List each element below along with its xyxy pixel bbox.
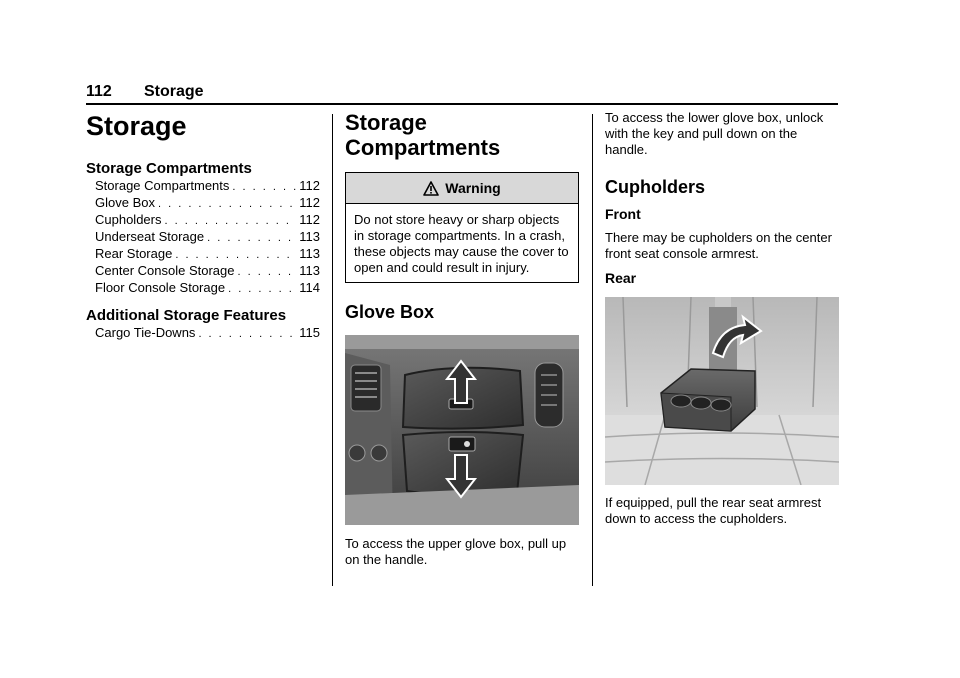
toc-entry-label: Storage Compartments [95, 178, 230, 193]
cupholders-heading: Cupholders [605, 177, 706, 197]
toc-entry-label: Cupholders [95, 212, 162, 227]
toc-entry[interactable] [95, 325, 320, 342]
toc-entry-page: 115 [299, 325, 320, 340]
column-divider-right [592, 114, 593, 586]
toc-entry[interactable] [95, 229, 320, 246]
page-number: 112 [86, 83, 112, 100]
lower-glove-box-instruction: To access the lower glove box, unlock with the key and pull down on the handle. [605, 110, 824, 157]
toc-entry-label: Center Console Storage [95, 263, 235, 278]
toc-list [86, 178, 320, 297]
warning-box [345, 172, 579, 283]
toc-group-heading: Additional Storage Features [86, 307, 287, 324]
toc-entry-page: 112 [299, 178, 320, 193]
toc-entry[interactable] [95, 246, 320, 263]
page-header [86, 82, 838, 104]
toc-entry-label: Floor Console Storage [95, 280, 226, 295]
toc-entry-label: Rear Storage [95, 246, 173, 261]
toc-group-heading: Storage Compartments [86, 160, 252, 177]
rear-armrest-cupholder-photo [605, 297, 839, 485]
glove-box-photo [345, 335, 579, 525]
running-section-title: Storage [144, 83, 204, 100]
front-cupholders-text: There may be cupholders on the center front seat console armrest. [605, 230, 832, 261]
rear-subheading: Rear [605, 270, 637, 286]
cupholders-section [605, 110, 839, 527]
toc-entry[interactable] [95, 212, 320, 229]
toc-entry-page: 114 [299, 280, 320, 295]
toc-entry-label: Glove Box [95, 195, 155, 210]
upper-glove-box-instruction: To access the upper glove box, pull up on the handle. [345, 536, 567, 567]
warning-text: Do not store heavy or sharp objects in storage compartments. In a crash, these objects may cause the cover to open and could result in injury. [354, 212, 569, 275]
toc-entry-page: 112 [299, 212, 320, 227]
warning-triangle-icon [423, 181, 439, 196]
toc-entry-page: 112 [299, 195, 320, 210]
toc-entry[interactable] [95, 178, 320, 195]
rear-cupholders-text: If equipped, pull the rear seat armrest down to access the cupholders. [605, 495, 822, 526]
section-heading: Storage Compartments [345, 110, 501, 160]
toc-entry-label: Underseat Storage [95, 229, 205, 244]
storage-compartments-section [345, 110, 579, 568]
warning-label: Warning [445, 180, 501, 196]
chapter-contents [86, 110, 320, 342]
toc-group-additional-storage [86, 307, 320, 342]
toc-entry-page: 113 [299, 229, 320, 244]
glove-box-heading: Glove Box [345, 302, 435, 322]
toc-entry-page: 113 [299, 263, 320, 278]
chapter-title: Storage [86, 111, 187, 141]
toc-entry[interactable] [95, 195, 320, 212]
warning-header [346, 173, 578, 204]
toc-entry-page: 113 [299, 246, 320, 261]
toc-list [86, 325, 320, 342]
front-subheading: Front [605, 206, 641, 222]
column-divider-left [332, 114, 333, 586]
toc-entry[interactable] [95, 263, 320, 280]
toc-group-storage-compartments [86, 160, 320, 297]
toc-entry[interactable] [95, 280, 320, 297]
toc-entry-label: Cargo Tie-Downs [95, 325, 196, 340]
header-rule [86, 103, 838, 105]
